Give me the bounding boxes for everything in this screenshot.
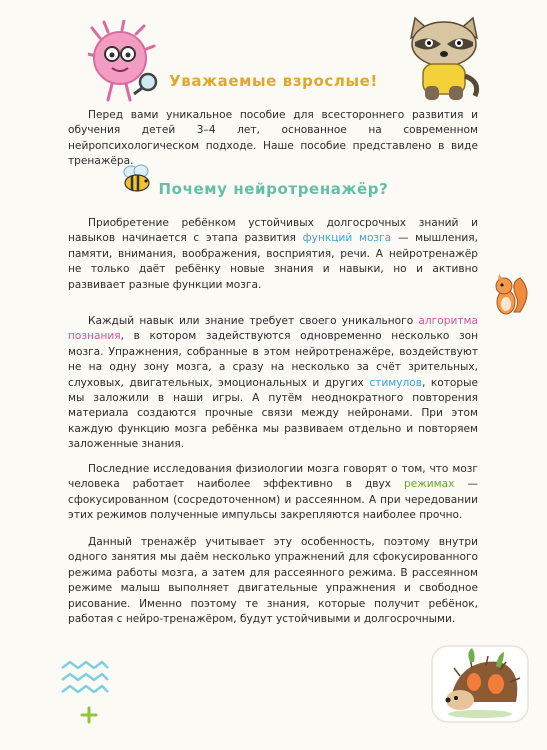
heading-dear-adults: Уважаемые взрослые! — [169, 72, 378, 90]
heading-why-neurotrainer: Почему нейротренажёр? — [158, 180, 389, 198]
paragraph-text: , которые мы заложили в наши игры. А путём неоднократного повторения материала создаются прочные связи между нейронами. При этом каждую функцию мозга ребёнка мы развиваем отдельно и повторяем заложенные знания. — [68, 376, 479, 451]
paragraph-text: Приобретение ребёнком устойчивых долгосрочных знаний и навыков начинается с этапа развития — [68, 217, 478, 245]
plus-doodle-icon — [80, 706, 98, 724]
paragraph-modes — [68, 462, 478, 524]
paragraph-text: — сфокусированном (сосредоточенном) и рассеянном. А при чередовании этих режимов полученные импульсы закрепляются наиболее прочно. — [68, 478, 478, 522]
paragraph-brain-functions — [68, 216, 478, 293]
hedgehog-icon — [430, 640, 530, 725]
paragraph-text: Последние исследования физиологии мозга говорят о том, что мозг человека работает наиболее эффективно в двух — [68, 463, 478, 491]
paragraph-trainer: Данный тренажёр учитывает эту особенность, поэтому внутри одного занятия мы даём несколько упражнений для сфокусированного режима работы мозга, а затем для рассеянного режима. В рассеянном режиме малыш выполняет двигательные упражнения и свободное рисование. Именно поэтому те знания, которые получит ребёнок, работая с нейро-тренажёром, будут устойчивыми и долгосрочными. — [68, 536, 478, 626]
highlight-stimuli: стимулов — [369, 376, 422, 389]
highlight-modes: режимах — [404, 478, 455, 491]
highlight-brain-functions: функций мозга — [302, 232, 392, 245]
paragraph-intro: Перед вами уникальное пособие для всестороннего развития и обучения детей 3–4 лет, основанное на современном нейропсихологическом подходе. Наше пособие представлено в виде тренажёра. — [68, 109, 478, 168]
highlight-algorithm: алгоритма познания — [68, 315, 478, 343]
wave-doodle-icon — [60, 660, 110, 694]
paragraph-text: — мышления, памяти, внимания, воображения, восприятия, речи. А нейротренажёр не только даёт ребёнку новые знания и навыки, но и активно развивает разные функции мозга. — [68, 232, 478, 291]
paragraph-text: , в котором задействуются одновременно несколько зон мозга. Упражнения, собранные в этом нейротренажёре, воздействуют не на одну зону мозга, а сразу на несколько за счёт зрительных, слуховых, двигательных, эмоциональных и других — [68, 330, 478, 389]
squirrel-icon — [490, 272, 530, 318]
paragraph-text: Каждый навык или знание требует своего уникального — [88, 315, 419, 327]
paragraph-algorithm — [68, 314, 478, 453]
